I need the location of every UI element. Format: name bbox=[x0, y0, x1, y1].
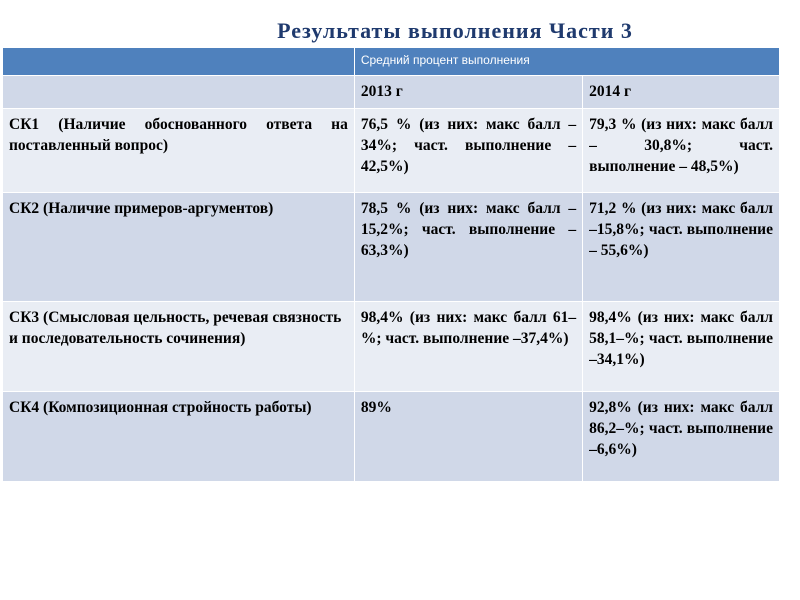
table-header-row bbox=[3, 48, 780, 76]
table-row bbox=[3, 302, 780, 392]
table-year-row bbox=[3, 76, 780, 109]
criterion-name: СК1 (Наличие обоснованного ответа на поставленный вопрос) bbox=[3, 109, 355, 193]
value-2014: 98,4% (из них: макс балл 58,1–%; част. выполнение –34,1%) bbox=[583, 302, 780, 392]
year-2013-header: 2013 г bbox=[354, 76, 582, 109]
value-2013: 98,4% (из них: макс балл 61–%; част. выполнение –37,4%) bbox=[354, 302, 582, 392]
table-row bbox=[3, 392, 780, 482]
criterion-name: СК4 (Композиционная стройность работы) bbox=[3, 392, 355, 482]
value-2013: 89% bbox=[354, 392, 582, 482]
value-2014: 71,2 % (из них: макс балл –15,8%; част. выполнение – 55,6%) bbox=[583, 193, 780, 302]
table-row bbox=[3, 193, 780, 302]
criterion-name: СК2 (Наличие примеров-аргументов) bbox=[3, 193, 355, 302]
results-table bbox=[2, 47, 780, 482]
value-2014: 79,3 % (из них: макс балл – 30,8%; част. выполнение – 48,5%) bbox=[583, 109, 780, 193]
value-2014: 92,8% (из них: макс балл 86,2–%; част. выполнение –6,6%) bbox=[583, 392, 780, 482]
year-empty-cell bbox=[3, 76, 355, 109]
criterion-name: СК3 (Смысловая цельность, речевая связность и последовательность сочинения) bbox=[3, 302, 355, 392]
header-empty-cell bbox=[3, 48, 355, 76]
page-title: Результаты выполнения Части 3 bbox=[277, 18, 633, 43]
value-2013: 78,5 % (из них: макс балл –15,2%; част. выполнение – 63,3%) bbox=[354, 193, 582, 302]
header-subtitle: Средний процент выполнения bbox=[354, 48, 779, 76]
value-2013: 76,5 % (из них: макс балл – 34%; част. выполнение – 42,5%) bbox=[354, 109, 582, 193]
table-row bbox=[3, 109, 780, 193]
year-2014-header: 2014 г bbox=[583, 76, 780, 109]
